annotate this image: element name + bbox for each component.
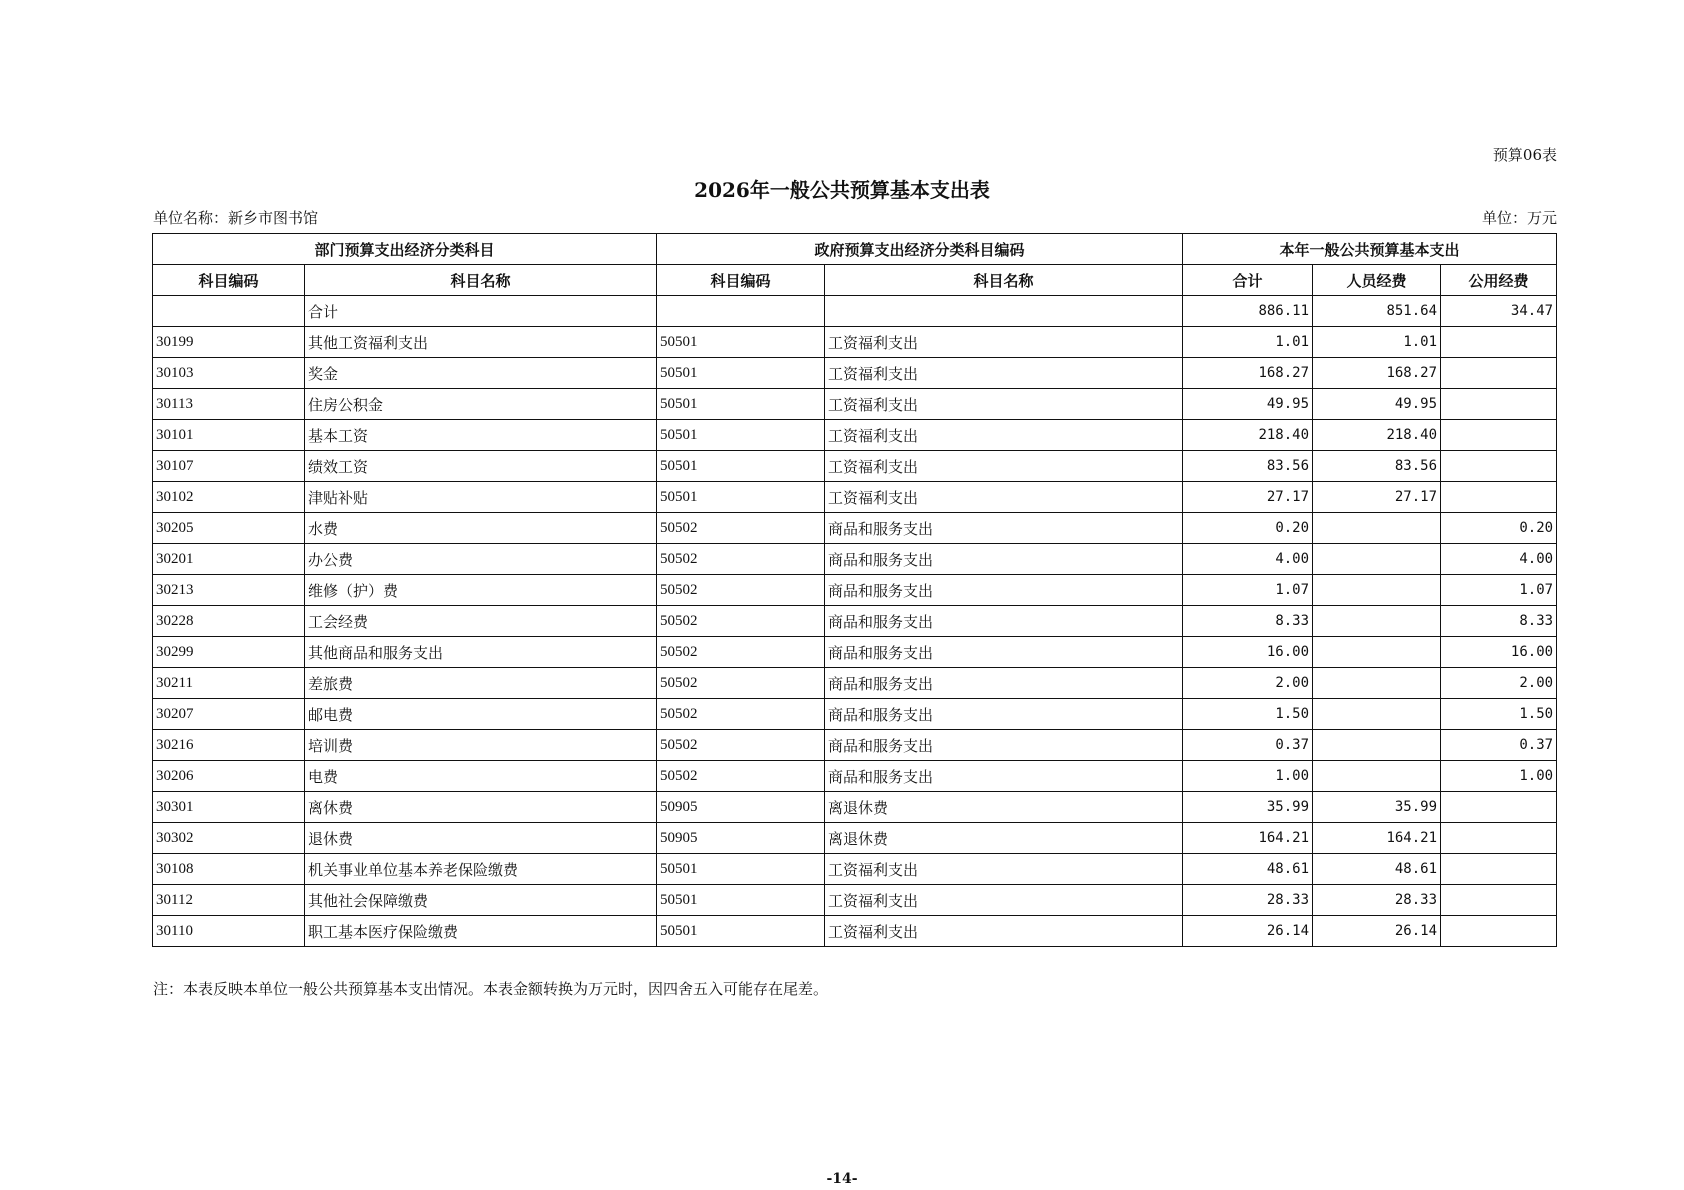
total-cell: 2.00 (1183, 668, 1313, 699)
public-cell (1441, 482, 1557, 513)
dept-name-cell: 电费 (305, 761, 657, 792)
total-cell: 83.56 (1183, 451, 1313, 482)
public-cell (1441, 823, 1557, 854)
gov-name-cell: 工资福利支出 (825, 482, 1183, 513)
gov-code-cell: 50905 (657, 792, 825, 823)
public-cell: 8.33 (1441, 606, 1557, 637)
personnel-cell: 35.99 (1313, 792, 1441, 823)
dept-code-cell: 30213 (153, 575, 305, 606)
total-cell: 1.01 (1183, 327, 1313, 358)
gov-code-cell: 50501 (657, 916, 825, 947)
gov-name-cell: 商品和服务支出 (825, 699, 1183, 730)
dept-code-cell: 30205 (153, 513, 305, 544)
dept-name-cell: 奖金 (305, 358, 657, 389)
dept-name-cell: 基本工资 (305, 420, 657, 451)
total-cell: 35.99 (1183, 792, 1313, 823)
total-cell: 886.11 (1183, 296, 1313, 327)
personnel-cell (1313, 730, 1441, 761)
gov-code-cell: 50502 (657, 637, 825, 668)
gov-code-cell: 50501 (657, 885, 825, 916)
gov-name-cell: 离退休费 (825, 792, 1183, 823)
dept-code-cell: 30228 (153, 606, 305, 637)
table-row (153, 699, 1557, 730)
page-number: -14- (826, 1171, 858, 1187)
gov-code-cell: 50502 (657, 575, 825, 606)
public-cell (1441, 327, 1557, 358)
personnel-cell (1313, 513, 1441, 544)
personnel-cell: 164.21 (1313, 823, 1441, 854)
total-cell: 4.00 (1183, 544, 1313, 575)
dept-name-cell: 机关事业单位基本养老保险缴费 (305, 854, 657, 885)
dept-name-cell: 其他商品和服务支出 (305, 637, 657, 668)
gov-name-cell: 商品和服务支出 (825, 544, 1183, 575)
dept-code-cell: 30201 (153, 544, 305, 575)
personnel-cell: 49.95 (1313, 389, 1441, 420)
personnel-cell: 28.33 (1313, 885, 1441, 916)
gov-name-cell: 商品和服务支出 (825, 668, 1183, 699)
gov-name-cell: 商品和服务支出 (825, 637, 1183, 668)
gov-name-cell: 工资福利支出 (825, 854, 1183, 885)
personnel-cell (1313, 544, 1441, 575)
header-dept-code: 科目编码 (153, 265, 305, 296)
dept-name-cell: 办公费 (305, 544, 657, 575)
table-row (153, 761, 1557, 792)
currency-unit: 单位：万元 (1481, 209, 1557, 227)
gov-name-cell: 商品和服务支出 (825, 761, 1183, 792)
unit-name: 单位名称：新乡市图书馆 (153, 209, 319, 227)
table-row (153, 854, 1557, 885)
personnel-cell: 27.17 (1313, 482, 1441, 513)
total-cell: 27.17 (1183, 482, 1313, 513)
gov-code-cell (657, 296, 825, 327)
table-row (153, 606, 1557, 637)
table-row (153, 792, 1557, 823)
gov-name-cell: 工资福利支出 (825, 389, 1183, 420)
table-row (153, 916, 1557, 947)
public-cell: 4.00 (1441, 544, 1557, 575)
dept-name-cell: 水费 (305, 513, 657, 544)
public-cell (1441, 358, 1557, 389)
dept-code-cell (153, 296, 305, 327)
header-personnel: 人员经费 (1313, 265, 1441, 296)
dept-name-cell: 邮电费 (305, 699, 657, 730)
group-header-gov-econ: 政府预算支出经济分类科目编码 (657, 234, 1183, 265)
table-row (153, 823, 1557, 854)
dept-name-cell: 津贴补贴 (305, 482, 657, 513)
total-cell: 168.27 (1183, 358, 1313, 389)
table-row (153, 544, 1557, 575)
gov-code-cell: 50501 (657, 389, 825, 420)
dept-code-cell: 30299 (153, 637, 305, 668)
dept-name-cell: 其他工资福利支出 (305, 327, 657, 358)
total-cell: 28.33 (1183, 885, 1313, 916)
public-cell: 1.00 (1441, 761, 1557, 792)
personnel-cell: 168.27 (1313, 358, 1441, 389)
gov-code-cell: 50501 (657, 854, 825, 885)
dept-code-cell: 30108 (153, 854, 305, 885)
total-cell: 1.07 (1183, 575, 1313, 606)
table-row (153, 358, 1557, 389)
dept-code-cell: 30211 (153, 668, 305, 699)
public-cell (1441, 916, 1557, 947)
table-note: 注：本表反映本单位一般公共预算基本支出情况。本表金额转换为万元时，因四舍五入可能存在尾差。 (153, 980, 829, 998)
table-row (153, 885, 1557, 916)
gov-name-cell: 工资福利支出 (825, 420, 1183, 451)
dept-code-cell: 30206 (153, 761, 305, 792)
table-row (153, 420, 1557, 451)
gov-code-cell: 50502 (657, 668, 825, 699)
dept-code-cell: 30113 (153, 389, 305, 420)
dept-code-cell: 30107 (153, 451, 305, 482)
dept-code-cell: 30199 (153, 327, 305, 358)
form-number: 预算06表 (1492, 146, 1557, 164)
public-cell: 2.00 (1441, 668, 1557, 699)
dept-code-cell: 30101 (153, 420, 305, 451)
gov-code-cell: 50501 (657, 358, 825, 389)
gov-name-cell: 商品和服务支出 (825, 730, 1183, 761)
gov-code-cell: 50501 (657, 327, 825, 358)
personnel-cell: 218.40 (1313, 420, 1441, 451)
table-row (153, 730, 1557, 761)
dept-name-cell: 其他社会保障缴费 (305, 885, 657, 916)
total-cell: 49.95 (1183, 389, 1313, 420)
public-cell (1441, 885, 1557, 916)
public-cell: 0.20 (1441, 513, 1557, 544)
dept-code-cell: 30103 (153, 358, 305, 389)
public-cell (1441, 451, 1557, 482)
gov-name-cell: 工资福利支出 (825, 358, 1183, 389)
personnel-cell (1313, 699, 1441, 730)
header-public: 公用经费 (1441, 265, 1557, 296)
budget-table (152, 233, 1557, 947)
dept-code-cell: 30302 (153, 823, 305, 854)
personnel-cell (1313, 575, 1441, 606)
table-row (153, 513, 1557, 544)
dept-name-cell: 差旅费 (305, 668, 657, 699)
header-gov-name: 科目名称 (825, 265, 1183, 296)
total-cell: 26.14 (1183, 916, 1313, 947)
gov-name-cell: 工资福利支出 (825, 885, 1183, 916)
gov-name-cell (825, 296, 1183, 327)
public-cell: 0.37 (1441, 730, 1557, 761)
public-cell: 1.50 (1441, 699, 1557, 730)
dept-code-cell: 30110 (153, 916, 305, 947)
personnel-cell (1313, 606, 1441, 637)
sub-header-row (153, 265, 1557, 296)
total-cell: 48.61 (1183, 854, 1313, 885)
table-row (153, 389, 1557, 420)
page-title: 2026年一般公共预算基本支出表 (694, 178, 990, 202)
personnel-cell: 851.64 (1313, 296, 1441, 327)
gov-name-cell: 工资福利支出 (825, 451, 1183, 482)
public-cell: 1.07 (1441, 575, 1557, 606)
dept-code-cell: 30102 (153, 482, 305, 513)
gov-code-cell: 50502 (657, 730, 825, 761)
personnel-cell: 26.14 (1313, 916, 1441, 947)
public-cell (1441, 792, 1557, 823)
header-dept-name: 科目名称 (305, 265, 657, 296)
total-cell: 1.00 (1183, 761, 1313, 792)
total-cell: 8.33 (1183, 606, 1313, 637)
total-cell: 1.50 (1183, 699, 1313, 730)
gov-code-cell: 50502 (657, 761, 825, 792)
public-cell: 16.00 (1441, 637, 1557, 668)
gov-name-cell: 工资福利支出 (825, 916, 1183, 947)
header-total: 合计 (1183, 265, 1313, 296)
gov-code-cell: 50502 (657, 544, 825, 575)
dept-name-cell: 培训费 (305, 730, 657, 761)
dept-name-cell: 绩效工资 (305, 451, 657, 482)
gov-code-cell: 50502 (657, 513, 825, 544)
dept-name-cell: 退休费 (305, 823, 657, 854)
public-cell (1441, 854, 1557, 885)
personnel-cell (1313, 637, 1441, 668)
personnel-cell: 48.61 (1313, 854, 1441, 885)
gov-name-cell: 商品和服务支出 (825, 606, 1183, 637)
gov-code-cell: 50501 (657, 482, 825, 513)
personnel-cell: 83.56 (1313, 451, 1441, 482)
dept-name-cell: 住房公积金 (305, 389, 657, 420)
total-cell: 0.20 (1183, 513, 1313, 544)
gov-name-cell: 离退休费 (825, 823, 1183, 854)
total-row (153, 296, 1557, 327)
dept-name-cell: 职工基本医疗保险缴费 (305, 916, 657, 947)
personnel-cell: 1.01 (1313, 327, 1441, 358)
table-row (153, 327, 1557, 358)
dept-name-cell: 维修（护）费 (305, 575, 657, 606)
public-cell (1441, 420, 1557, 451)
group-header-basic-expenditure: 本年一般公共预算基本支出 (1183, 234, 1557, 265)
table-row (153, 575, 1557, 606)
dept-code-cell: 30207 (153, 699, 305, 730)
gov-code-cell: 50905 (657, 823, 825, 854)
dept-name-cell: 合计 (305, 296, 657, 327)
total-cell: 164.21 (1183, 823, 1313, 854)
dept-code-cell: 30112 (153, 885, 305, 916)
personnel-cell (1313, 668, 1441, 699)
header-gov-code: 科目编码 (657, 265, 825, 296)
table-row (153, 668, 1557, 699)
total-cell: 218.40 (1183, 420, 1313, 451)
gov-code-cell: 50502 (657, 606, 825, 637)
public-cell (1441, 389, 1557, 420)
table-row (153, 451, 1557, 482)
dept-name-cell: 离休费 (305, 792, 657, 823)
personnel-cell (1313, 761, 1441, 792)
dept-code-cell: 30301 (153, 792, 305, 823)
total-cell: 16.00 (1183, 637, 1313, 668)
table-row (153, 482, 1557, 513)
gov-code-cell: 50501 (657, 420, 825, 451)
total-cell: 0.37 (1183, 730, 1313, 761)
dept-name-cell: 工会经费 (305, 606, 657, 637)
gov-name-cell: 商品和服务支出 (825, 513, 1183, 544)
group-header-row (153, 234, 1557, 265)
gov-code-cell: 50502 (657, 699, 825, 730)
table-row (153, 637, 1557, 668)
dept-code-cell: 30216 (153, 730, 305, 761)
gov-name-cell: 商品和服务支出 (825, 575, 1183, 606)
gov-code-cell: 50501 (657, 451, 825, 482)
gov-name-cell: 工资福利支出 (825, 327, 1183, 358)
group-header-dept-econ: 部门预算支出经济分类科目 (153, 234, 657, 265)
public-cell: 34.47 (1441, 296, 1557, 327)
